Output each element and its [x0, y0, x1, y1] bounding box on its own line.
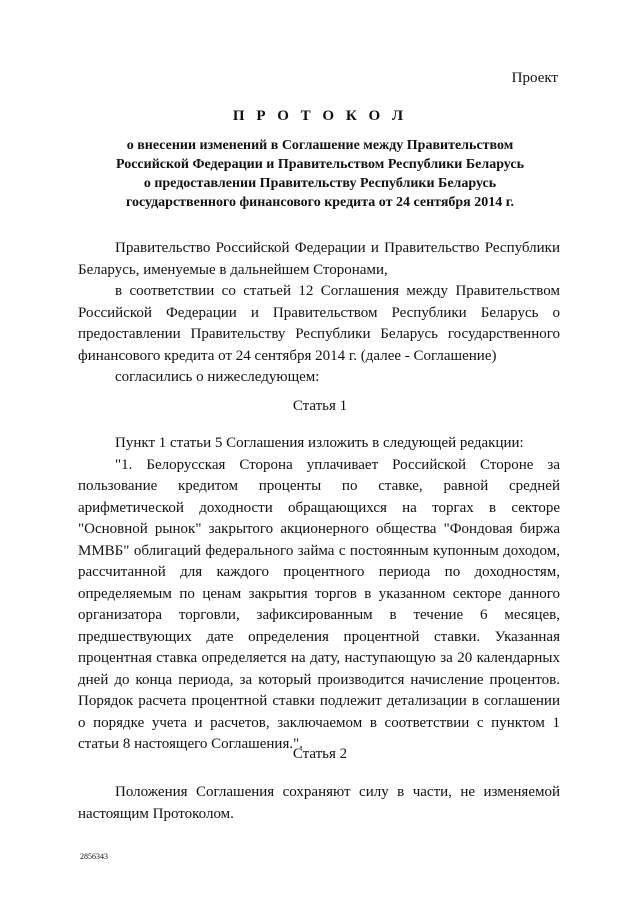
article-1-text: "1. Белорусская Сторона уплачивает Российской Стороне за пользование кредитом проценты по ставке, равной средней арифметической доходности обращающихся на торгах в секторе "Основной рынок" закрытого акционерного общества "Фондовая биржа ММВБ" облигаций федерального займа с постоянным купонным доходом, рассчитанной для каждого процентного периода по доходностям, определяемым по ценам закрытия торгов в указанном секторе данного организатора торговли, зафиксированным в течение 6 месяцев, предшествующих дате определения процентной ставки. Указанная процентная ставка определяется на дату, наступающую за 20 календарных дней до конца периода, за который производится начисление процентов. Порядок расчета процентной ставки подлежит детализации в соглашении о порядке учета и расчетов, заключаемом в соответствии с пунктом 1 статьи 8 настоящего Соглашения.". — [78, 456, 560, 752]
subtitle-line: о внесении изменений в Соглашение между Правительством — [126, 138, 514, 153]
subtitle-line: Российской Федерации и Правительством Республики Беларусь — [116, 157, 524, 172]
preamble-parties: Правительство Российской Федерации и Правительство Республики Беларусь, именуемые в дальнейшем Сторонами, — [78, 240, 560, 278]
preamble-agreed: согласились о нижеследующем: — [115, 369, 320, 385]
article-1-body — [78, 433, 560, 756]
draft-label: Проект — [511, 70, 558, 86]
article-2-text: Положения Соглашения сохраняют силу в части, не изменяемой настоящим Протоколом. — [78, 784, 560, 822]
article-1-intro: Пункт 1 статьи 5 Соглашения изложить в следующей редакции: — [115, 435, 524, 451]
article-1-heading: Статья 1 — [292, 398, 348, 414]
document-subtitle — [0, 136, 640, 212]
article-2-body — [78, 782, 560, 825]
preamble — [78, 238, 560, 389]
subtitle-line: государственного финансового кредита от 24 сентября 2014 г. — [125, 195, 515, 210]
document-number: 2856343 — [80, 852, 108, 861]
subtitle-line: о предоставлении Правительству Республики Беларусь — [143, 176, 497, 191]
preamble-basis: в соответствии со статьей 12 Соглашения между Правительством Российской Федерации и Правительством Республики Беларусь о предоставлении Правительству Республики Беларусь государственного финансового кредита от 24 сентября 2014 г. (далее - Соглашение) — [78, 283, 560, 364]
article-2-heading: Статья 2 — [292, 746, 348, 762]
document-title: П Р О Т О К О Л — [232, 108, 408, 124]
